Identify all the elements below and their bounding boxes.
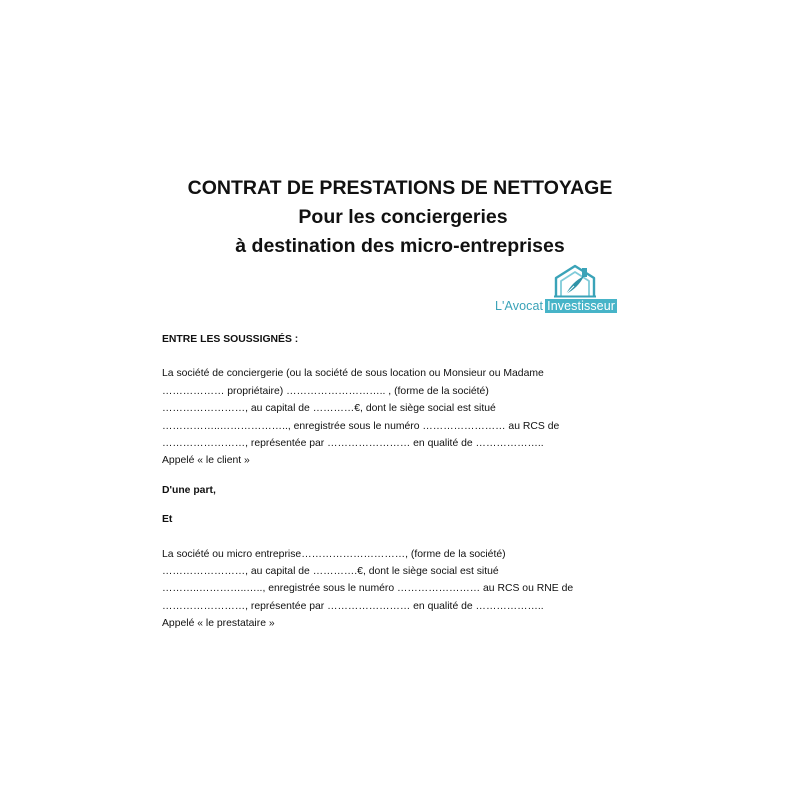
provider-line: ………..…………..….., enregistrée sous le numéro …………………… au RCS ou RNE de: [162, 583, 574, 595]
client-line: ……………………, au capital de …………€, dont le siège social est situé: [162, 403, 496, 415]
logo-text-part2: Investisseur: [547, 299, 616, 313]
provider-line: ……………………, au capital de ………….€, dont le siège social est situé: [162, 565, 499, 577]
provider-line: ……………………, représentée par …………………… en qualité de ………………..: [162, 600, 544, 612]
client-line: ……………..……………….., enregistrée sous le numéro …………………… au RCS de: [162, 420, 560, 432]
title-line-1: CONTRAT DE PRESTATIONS DE NETTOYAGE: [187, 177, 613, 199]
title-line-2: Pour les conciergeries: [298, 206, 508, 228]
logo-wordmark: [495, 299, 655, 313]
brand-logo: [495, 262, 655, 314]
client-line: La société de conciergerie (ou la société de sous location ou Monsieur ou Madame: [162, 368, 544, 380]
part-label: D'une part,: [162, 484, 216, 496]
client-line: ……………………, représentée par …………………… en qualité de ………………..: [162, 437, 544, 449]
client-line: Appelé « le client »: [162, 455, 250, 467]
parties-heading: ENTRE LES SOUSSIGNÉS :: [162, 334, 299, 345]
provider-line: La société ou micro entreprise…………………………, (forme de la société): [162, 548, 506, 560]
house-quill-icon: [552, 264, 598, 298]
client-line: ……………… propriétaire) ……………………….. , (forme de la société): [162, 385, 489, 397]
provider-line: Appelé « le prestataire »: [162, 618, 275, 630]
and-label: Et: [162, 514, 173, 526]
logo-text-part1: L'Avocat: [495, 299, 544, 313]
title-line-3: à destination des micro-entreprises: [235, 235, 565, 257]
contract-body: [162, 331, 662, 632]
document-title: [0, 174, 800, 261]
